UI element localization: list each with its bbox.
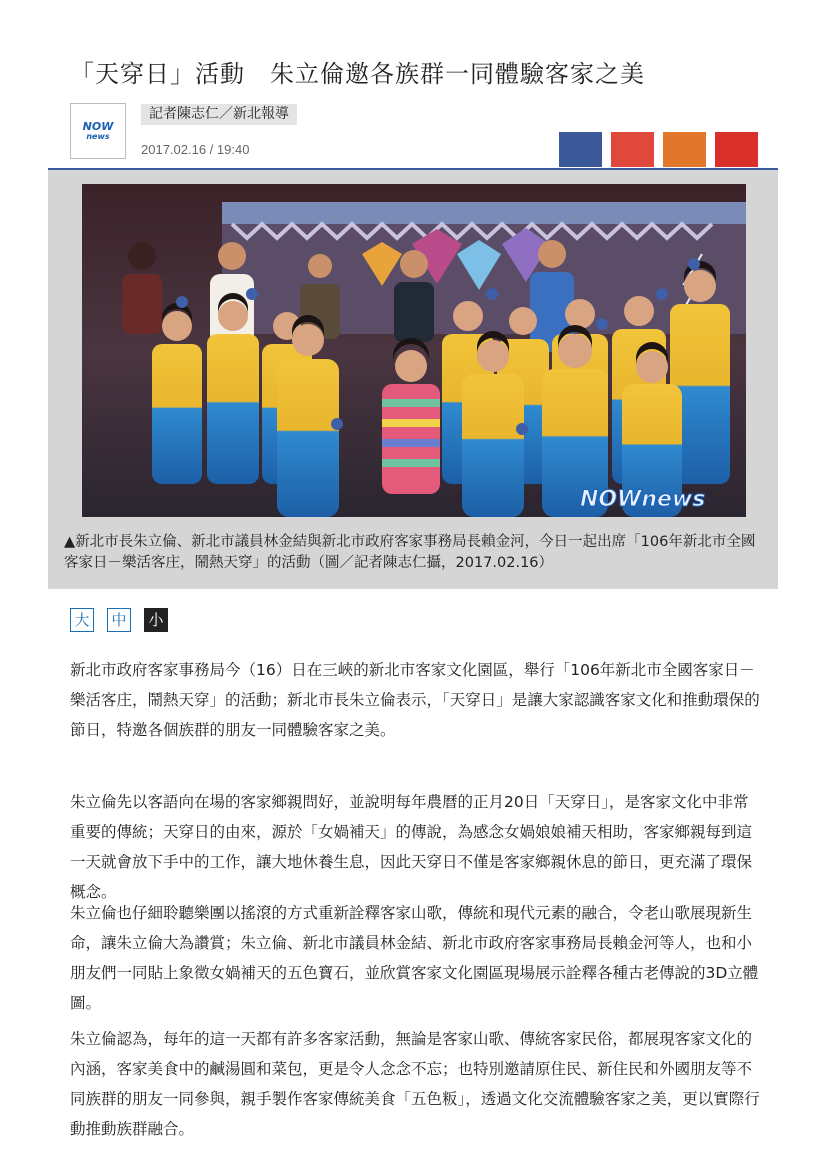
photo-caption: ▲新北市長朱立倫、新北市議員林金結與新北市政府客家事務局長賴金河，今日一起出席「106年新北市全國客家日－樂活客庄，鬧熱天穿」的活動（圖／記者陳志仁攝，2017.02.16） — [64, 534, 756, 571]
article-title: 「天穿日」活動 朱立倫邀各族群一同體驗客家之美 — [70, 60, 645, 88]
logo-main-text: NOW — [82, 120, 114, 133]
event-photo — [82, 184, 746, 517]
font-size-small-button[interactable]: 小 — [144, 608, 168, 632]
article-paragraph-1: 新北市政府客家事務局今（16）日在三峽的新北市客家文化園區，舉行「106年新北市全國客家日－樂活客庄，鬧熱天穿」的活動；新北市長朱立倫表示，「天穿日」是讓大家認識客家文化和推動環保的節日，特邀各個族群的朋友一同體驗客家之美。 — [70, 661, 760, 739]
article-paragraph-3: 朱立倫也仔細聆聽樂團以搖滾的方式重新詮釋客家山歌，傳統和現代元素的融合，令老山歌展現新生命，讓朱立倫大為讚賞；朱立倫、新北市議員林金結、新北市政府客家事務局長賴金河等人，也和小朋友們一同貼上象徵女媧補天的五色寶石，並欣賞客家文化園區現場展示詮釋各種古老傳說的3D立體圖。 — [70, 904, 759, 1012]
share-button-2[interactable] — [611, 132, 654, 167]
share-button-3[interactable] — [663, 132, 706, 167]
nownews-logo — [70, 103, 126, 159]
share-button-4[interactable] — [715, 132, 758, 167]
article-paragraph-4: 朱立倫認為，每年的這一天都有許多客家活動，無論是客家山歌、傳統客家民俗，都展現客家文化的內涵，客家美食中的鹹湯圓和菜包，更是令人念念不忘；也特別邀請原住民、新住民和外國朋友等不同族群的朋友一同參與，親手製作客家傳統美食「五色粄」，透過文化交流體驗客家之美，更以實際行動推動族群融合。 — [70, 1030, 760, 1138]
article-paragraph-2: 朱立倫先以客語向在場的客家鄉親問好，並說明每年農曆的正月20日「天穿日」，是客家文化中非常重要的傳統；天穿日的由來，源於「女媧補天」的傳說，為感念女媧娘娘補天相助，客家鄉親每到這一天就會放下手中的工作，讓大地休養生息，因此天穿日不僅是客家鄉親休息的節日，更充滿了環保概念。 — [70, 793, 753, 901]
reporter-byline: 記者陳志仁／新北報導 — [141, 104, 297, 125]
publish-date: 2017.02.16 / 19:40 — [141, 142, 250, 157]
font-size-large-button[interactable]: 大 — [70, 608, 94, 632]
font-size-medium-button[interactable]: 中 — [107, 608, 131, 632]
photo-watermark: NOWnews — [580, 487, 706, 512]
logo-sub-text: news — [86, 132, 110, 141]
share-facebook-button[interactable] — [559, 132, 602, 167]
event-photo-illustration — [82, 184, 746, 517]
